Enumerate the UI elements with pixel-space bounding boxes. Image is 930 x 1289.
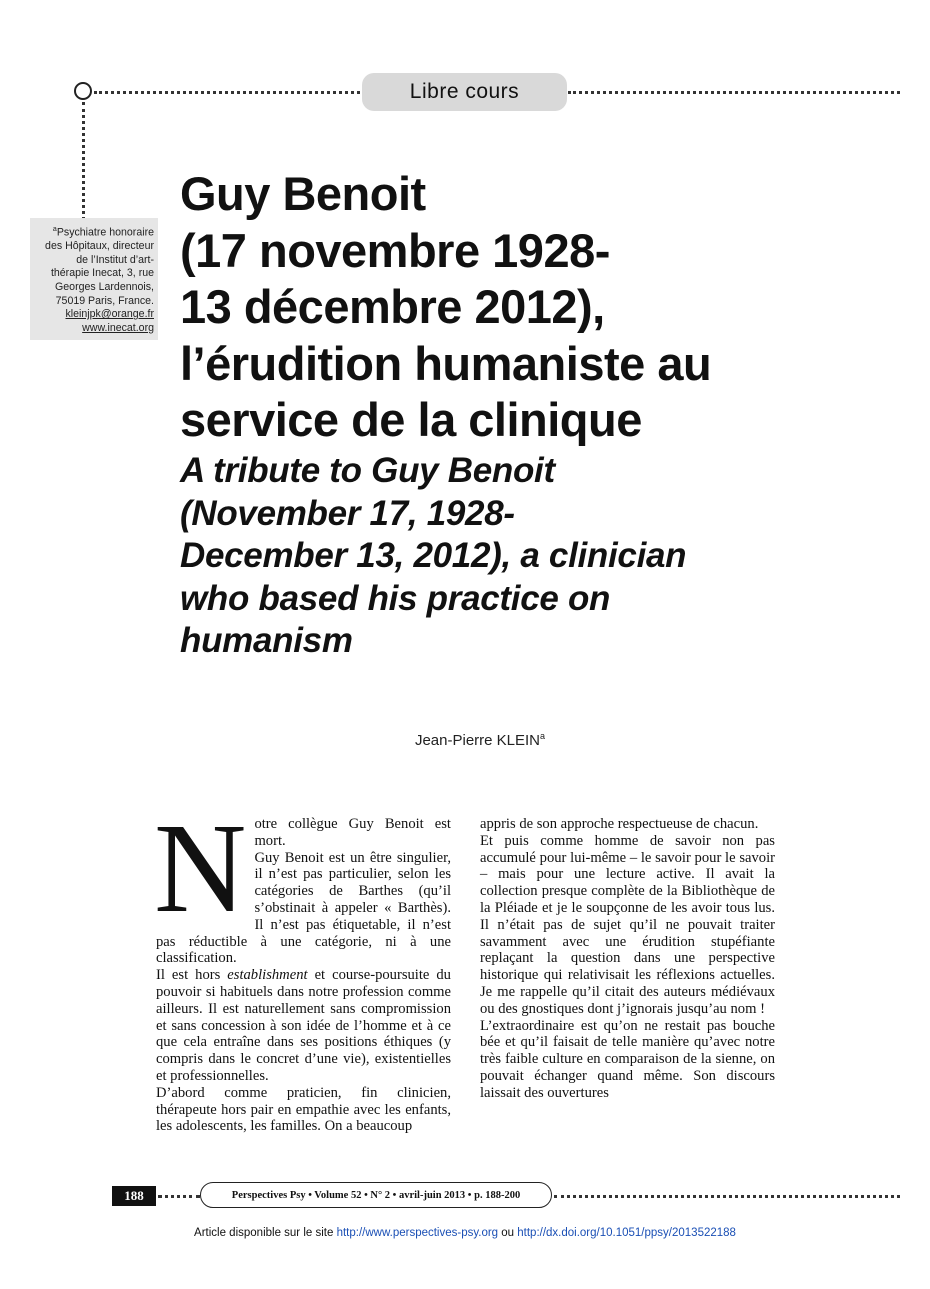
page-number: 188 <box>112 1186 156 1206</box>
affiliation-line: de l’Institut d’art- <box>76 253 154 266</box>
header-circle-marker <box>74 82 92 100</box>
header-dotted-rule-vertical <box>82 102 85 220</box>
author-byline <box>300 731 660 749</box>
title-line: l’érudition humaniste au <box>180 336 712 390</box>
journal-reference: Perspectives Psy • Volume 52 • N° 2 • avril-juin 2013 • p. 188-200 <box>200 1182 552 1208</box>
affiliation-email-link[interactable]: kleinjpk@orange.fr <box>65 308 154 321</box>
title-line: A tribute to Guy Benoit <box>180 451 555 490</box>
paragraph: L’extraordinaire est qu’on ne restait pas bouche bée et qu’il faisait de telle manière qu’avec notre très faible culture en comparaison de la sienne, on pouvait échanger quand même. Son discours laissait des ouvertures <box>480 1017 775 1101</box>
footer-dotted-rule-right <box>554 1195 900 1198</box>
body-column-right <box>480 816 775 1102</box>
drop-cap: N <box>154 797 247 939</box>
paragraph: D’abord comme praticien, fin clinicien, thérapeute hors pair en empathie avec les enfants, les adolescents, les familles. On a beaucoup <box>156 1084 451 1135</box>
section-tab: Libre cours <box>362 73 567 111</box>
title-line: Guy Benoit <box>180 167 426 220</box>
availability-note: Article disponible sur le site http://www.perspectives-psy.org ou http://dx.doi.org/10.1051/ppsy/2013522188 <box>194 1227 736 1239</box>
author-name: Jean-Pierre KLEIN <box>414 732 541 749</box>
affiliation-line: des Hôpitaux, directeur <box>45 240 154 253</box>
title-line: 13 décembre 2012), <box>180 280 605 333</box>
author-affiliation-marker: a <box>540 731 546 741</box>
affiliation-line: 75019 Paris, France. <box>55 294 154 307</box>
paragraph: otre collègue Guy Benoit est mort. <box>254 816 451 849</box>
author-affiliation <box>30 218 158 340</box>
title-line: (17 novembre 1928- <box>180 223 610 277</box>
title-line: service de la clinique <box>180 393 642 446</box>
title-line: December 13, 2012), a clinician <box>180 536 687 575</box>
affiliation-website-link[interactable]: www.inecat.org <box>82 321 154 334</box>
affiliation-line: thérapie Inecat, 3, rue <box>50 267 154 280</box>
title-line: who based his practice on <box>180 578 611 618</box>
paragraph: appris de son approche respectueuse de chacun. <box>480 816 759 832</box>
body-column-left <box>154 797 451 1135</box>
title-line: (November 17, 1928- <box>180 493 515 533</box>
affiliation-marker: a <box>52 226 57 233</box>
title-line: humanism <box>180 621 353 660</box>
header-dotted-rule-left <box>94 91 360 94</box>
footer-dotted-rule-left <box>158 1195 200 1198</box>
emphasis: establishment <box>227 967 308 984</box>
doi-link[interactable]: http://dx.doi.org/10.1051/ppsy/2013522188 <box>517 1227 736 1239</box>
journal-site-link[interactable]: http://www.perspectives-psy.org <box>336 1227 499 1239</box>
affiliation-line: $^a$Psychiatre honoraire <box>52 226 154 239</box>
header-dotted-rule-right <box>568 91 900 94</box>
article-title-french <box>180 166 840 449</box>
paragraph: Et puis comme homme de savoir non pas accumulé pour lui-même – le savoir pour le savoir – mais pour une lecture active. Il avait la collection presque complète de la Bibliothèque de la Pléiade et je le soupçonne de les avoir tous lus. Il n’était pas de sujet qu’il ne pouvait traiter savamment avec une érudition stupéfiante replaçant la question dans une perspective historique qui relativisait les réflexions actuelles. Je me rappelle qu’il citait des auteurs médiévaux ou des gnostiques dont j’ignorais jusqu’au nom ! <box>480 832 775 1017</box>
paragraph: Il est hors establishment et course-poursuite du pouvoir si habituels dans notre profession comme ailleurs. Il est naturellement sans compromission et sans concession à son idée de l’homme et à ce que cela entraîne dans ses positions éthiques (y compris dans le concret d’une vie), existentielles et professionnelles. <box>156 967 451 1084</box>
article-title-english <box>180 450 840 663</box>
paragraph: Guy Benoit est un être singulier, il n’est pas particulier, selon les catégories de Barthes (qu’il s’obstinait à appeler « Barthès). Il n’est pas étiquetable, il n’est pas réductible à une catégorie, ni à une classification. <box>156 849 451 967</box>
affiliation-line: Georges Lardennois, <box>55 280 154 293</box>
